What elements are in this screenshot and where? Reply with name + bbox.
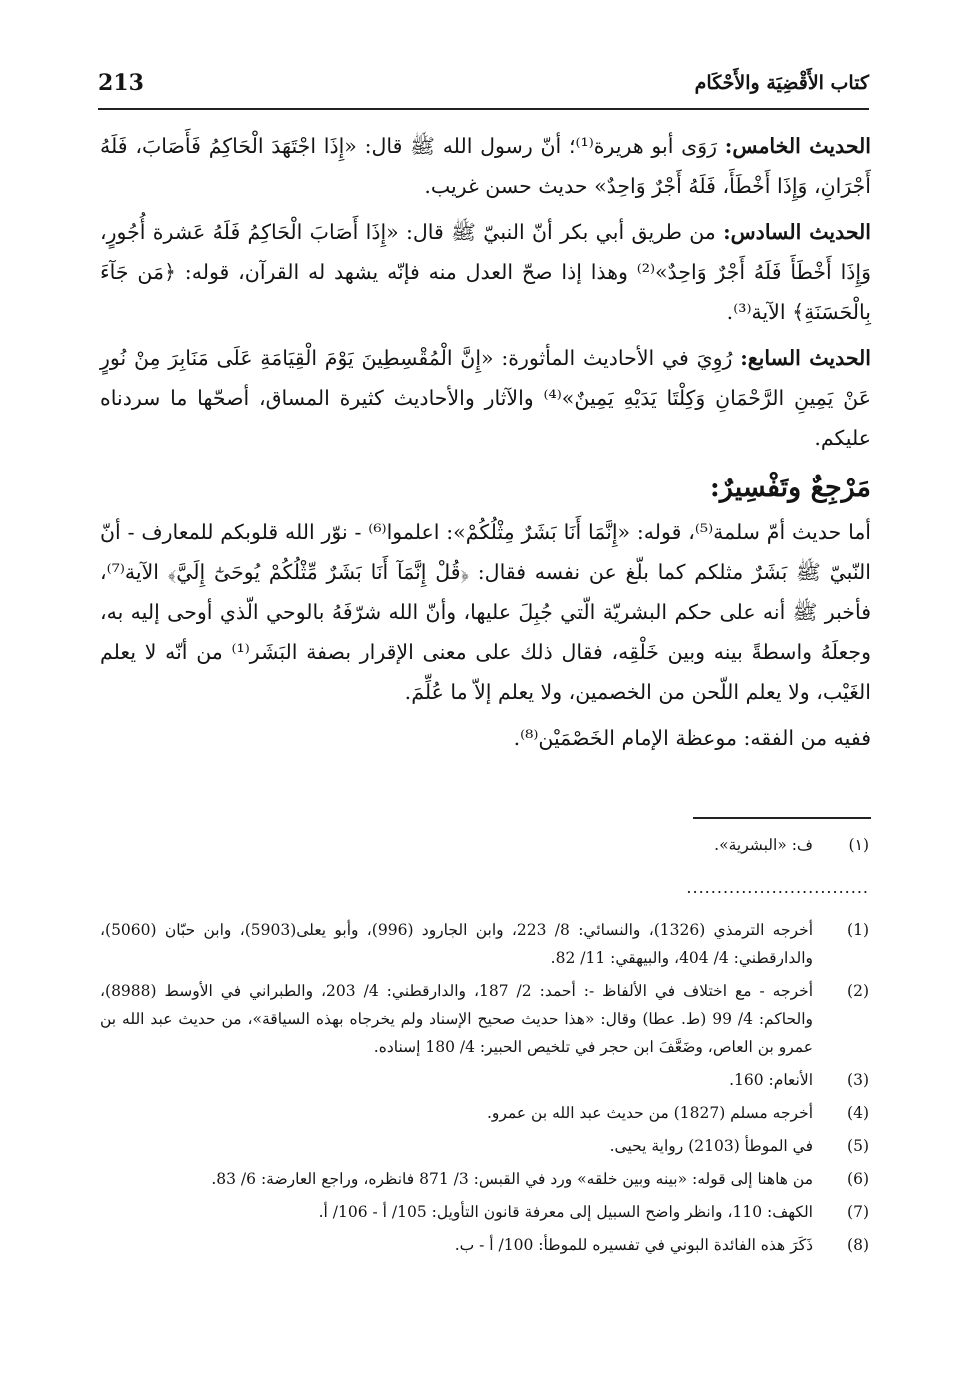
- textual-note: [100, 832, 869, 859]
- footnote-number: (3): [847, 1071, 869, 1089]
- footnote-text: أخرجه مسلم (1827) من حديث عبد الله بن عمرو.: [486, 1104, 813, 1122]
- hadith-text: من طريق أبي بكر أنّ النبيّ ﷺ قال: «إِذَا أَصَابَ الْحَاكِمُ فَلَهُ عَشرة أُجُورٍ، وَإِذَا أَخْطَأَ فَلَهُ أَجْرٌ وَاحِدٌ»⁽²⁾ وهذا إذا صحّ العدل منه فإنّه يشهد له القرآن، قوله: ﴿مَن جَآءَ بِالْحَسَنَةِ﴾ الآية⁽³⁾.: [100, 220, 871, 324]
- footnote-number: (2): [847, 982, 869, 1000]
- footnote-item: [100, 977, 869, 1061]
- section-heading: مَرْجِعٌ وتَفْسِيرٌ:: [709, 472, 871, 503]
- commentary-paragraph-fiqh: ففيه من الفقه: موعظة الإمام الخَصْمَيْن⁽⁸⁾.: [513, 726, 871, 750]
- footnote-number: (7): [847, 1203, 869, 1221]
- hadith-text: رَوَى أبو هريرة⁽¹⁾؛ أنّ رسول الله ﷺ قال: «إِذَا اجْتَهَدَ الْحَاكِمُ فَأَصَابَ، فَلَهُ أَجْرَانِ، وَإِذَا أَخْطَأَ، فَلَهُ أَجْرٌ وَاحِدٌ» حديث حسن غريب.: [100, 134, 871, 198]
- hadith-paragraph-6: [100, 212, 871, 332]
- footnote-separator: ..............................: [686, 878, 869, 897]
- commentary-paragraph: أما حديث أمّ سلمة⁽⁵⁾، قوله: «إِنَّمَا أَنَا بَشَرٌ مِثْلُكُمْ»: اعلموا⁽⁶⁾ - نوّر الله قلوبكم للمعارف - أنّ النّبيّ ﷺ بَشَرٌ مثلكم كما بلّغ عن نفسه فقال: ﴿قُلْ إِنَّمَآ أَنَا بَشَرٌ مِّثْلُكُمْ يُوحَىٰٓ إِلَيَّ﴾ الآية⁽⁷⁾، فأخبر ﷺ أنه على حكم البشريّة الّتي جُبِلَ عليها، وأنّ الله شرّفَهُ بالوحي الّذي أوحى إليه به، وجعلَهُ واسطةً بينه وبين خَلْقِه، فقال ذلك على معنى الإقرار بصفة البَشَر⁽¹⁾ من أنّه لا يعلم الغَيْب، ولا يعلم اللّحن من الخصمين، ولا يعلم إلاّ ما عُلِّمَ.: [100, 520, 872, 704]
- hadith-label: الحديث السادس:: [723, 220, 871, 244]
- hadith-label: الحديث الخامس:: [724, 134, 871, 158]
- footnote-item: [100, 1066, 869, 1094]
- footnote-text: أخرجه - مع اختلاف في الألفاظ -: أحمد: 2/ 187، والدارقطني: 4/ 203، والطبراني في الأوسط (8988)، والحاكم: 4/ 99 (ط. عطا) وقال: «هذا حديث صحيح الإسناد ولم يخرجاه بهذه السياقة»، من حديث عبد الله بن عمرو بن العاص، وضَعَّفَ ابن حجر في تلخيص الحبير: 4/ 180 إسناده.: [100, 982, 814, 1056]
- footnote-text: من هاهنا إلى قوله: «بينه وبين خلقه» ورد في القبس: 3/ 871 فانظره، وراجع العارضة: 6/ 83.: [211, 1170, 813, 1188]
- footnote-number: (4): [847, 1104, 869, 1122]
- footnote-item: [100, 1231, 869, 1259]
- page-number: 213: [98, 70, 144, 96]
- hadith-paragraph-5: [100, 126, 871, 206]
- footnote-text: الكهف: 110، وانظر واضح السبيل إلى معرفة قانون التأويل: 105/ أ - 106/ أ.: [318, 1203, 813, 1221]
- footnote-number: (5): [847, 1137, 869, 1155]
- main-text: [100, 126, 871, 764]
- note-text: ف: «البشرية».: [714, 836, 813, 854]
- footnote-text: ذَكَرَ هذه الفائدة البوني في تفسيره للموطأ: 100/ أ - ب.: [454, 1236, 813, 1254]
- footnote-item: [100, 1099, 869, 1127]
- footnote-number: (1): [847, 921, 869, 939]
- footnote-item: [100, 916, 869, 972]
- hadith-label: الحديث السابع:: [740, 346, 871, 370]
- footnote-item: [100, 1165, 869, 1193]
- footnote-number: (8): [847, 1236, 869, 1254]
- footnotes: [100, 916, 869, 1264]
- footnote-number: (6): [847, 1170, 869, 1188]
- footnote-text: الأنعام: 160.: [729, 1071, 813, 1089]
- running-header: [98, 68, 869, 110]
- note-number: (١): [848, 836, 869, 854]
- footnote-rule: [693, 817, 871, 819]
- running-title: كتاب الأَقْضِيَة والأَحْكَام: [694, 72, 869, 94]
- hadith-text: رُوِيَ في الأحاديث المأثورة: «إِنَّ الْمُقْسِطِينَ يَوْمَ الْقِيَامَةِ عَلَى مَنَابِرَ مِنْ نُورٍ عَنْ يَمِينِ الرَّحْمَانِ وَكِلْتَا يَدَيْهِ يَمِينٌ»⁽⁴⁾ والآثار والأحاديث كثيرة المساق، أصحّها ما سردناه عليكم.: [100, 346, 871, 450]
- footnote-item: [100, 1132, 869, 1160]
- hadith-paragraph-7: [100, 338, 871, 458]
- footnote-text: أخرجه الترمذي (1326)، والنسائي: 8/ 223، وابن الجارود (996)، وأبو يعلى(5903)، وابن حبّان (5060)، والدارقطني: 4/ 404، والبيهقي: 11/ 82.: [100, 921, 813, 967]
- footnote-item: [100, 1198, 869, 1226]
- footnote-text: في الموطأ (2103) رواية يحيى.: [609, 1137, 813, 1155]
